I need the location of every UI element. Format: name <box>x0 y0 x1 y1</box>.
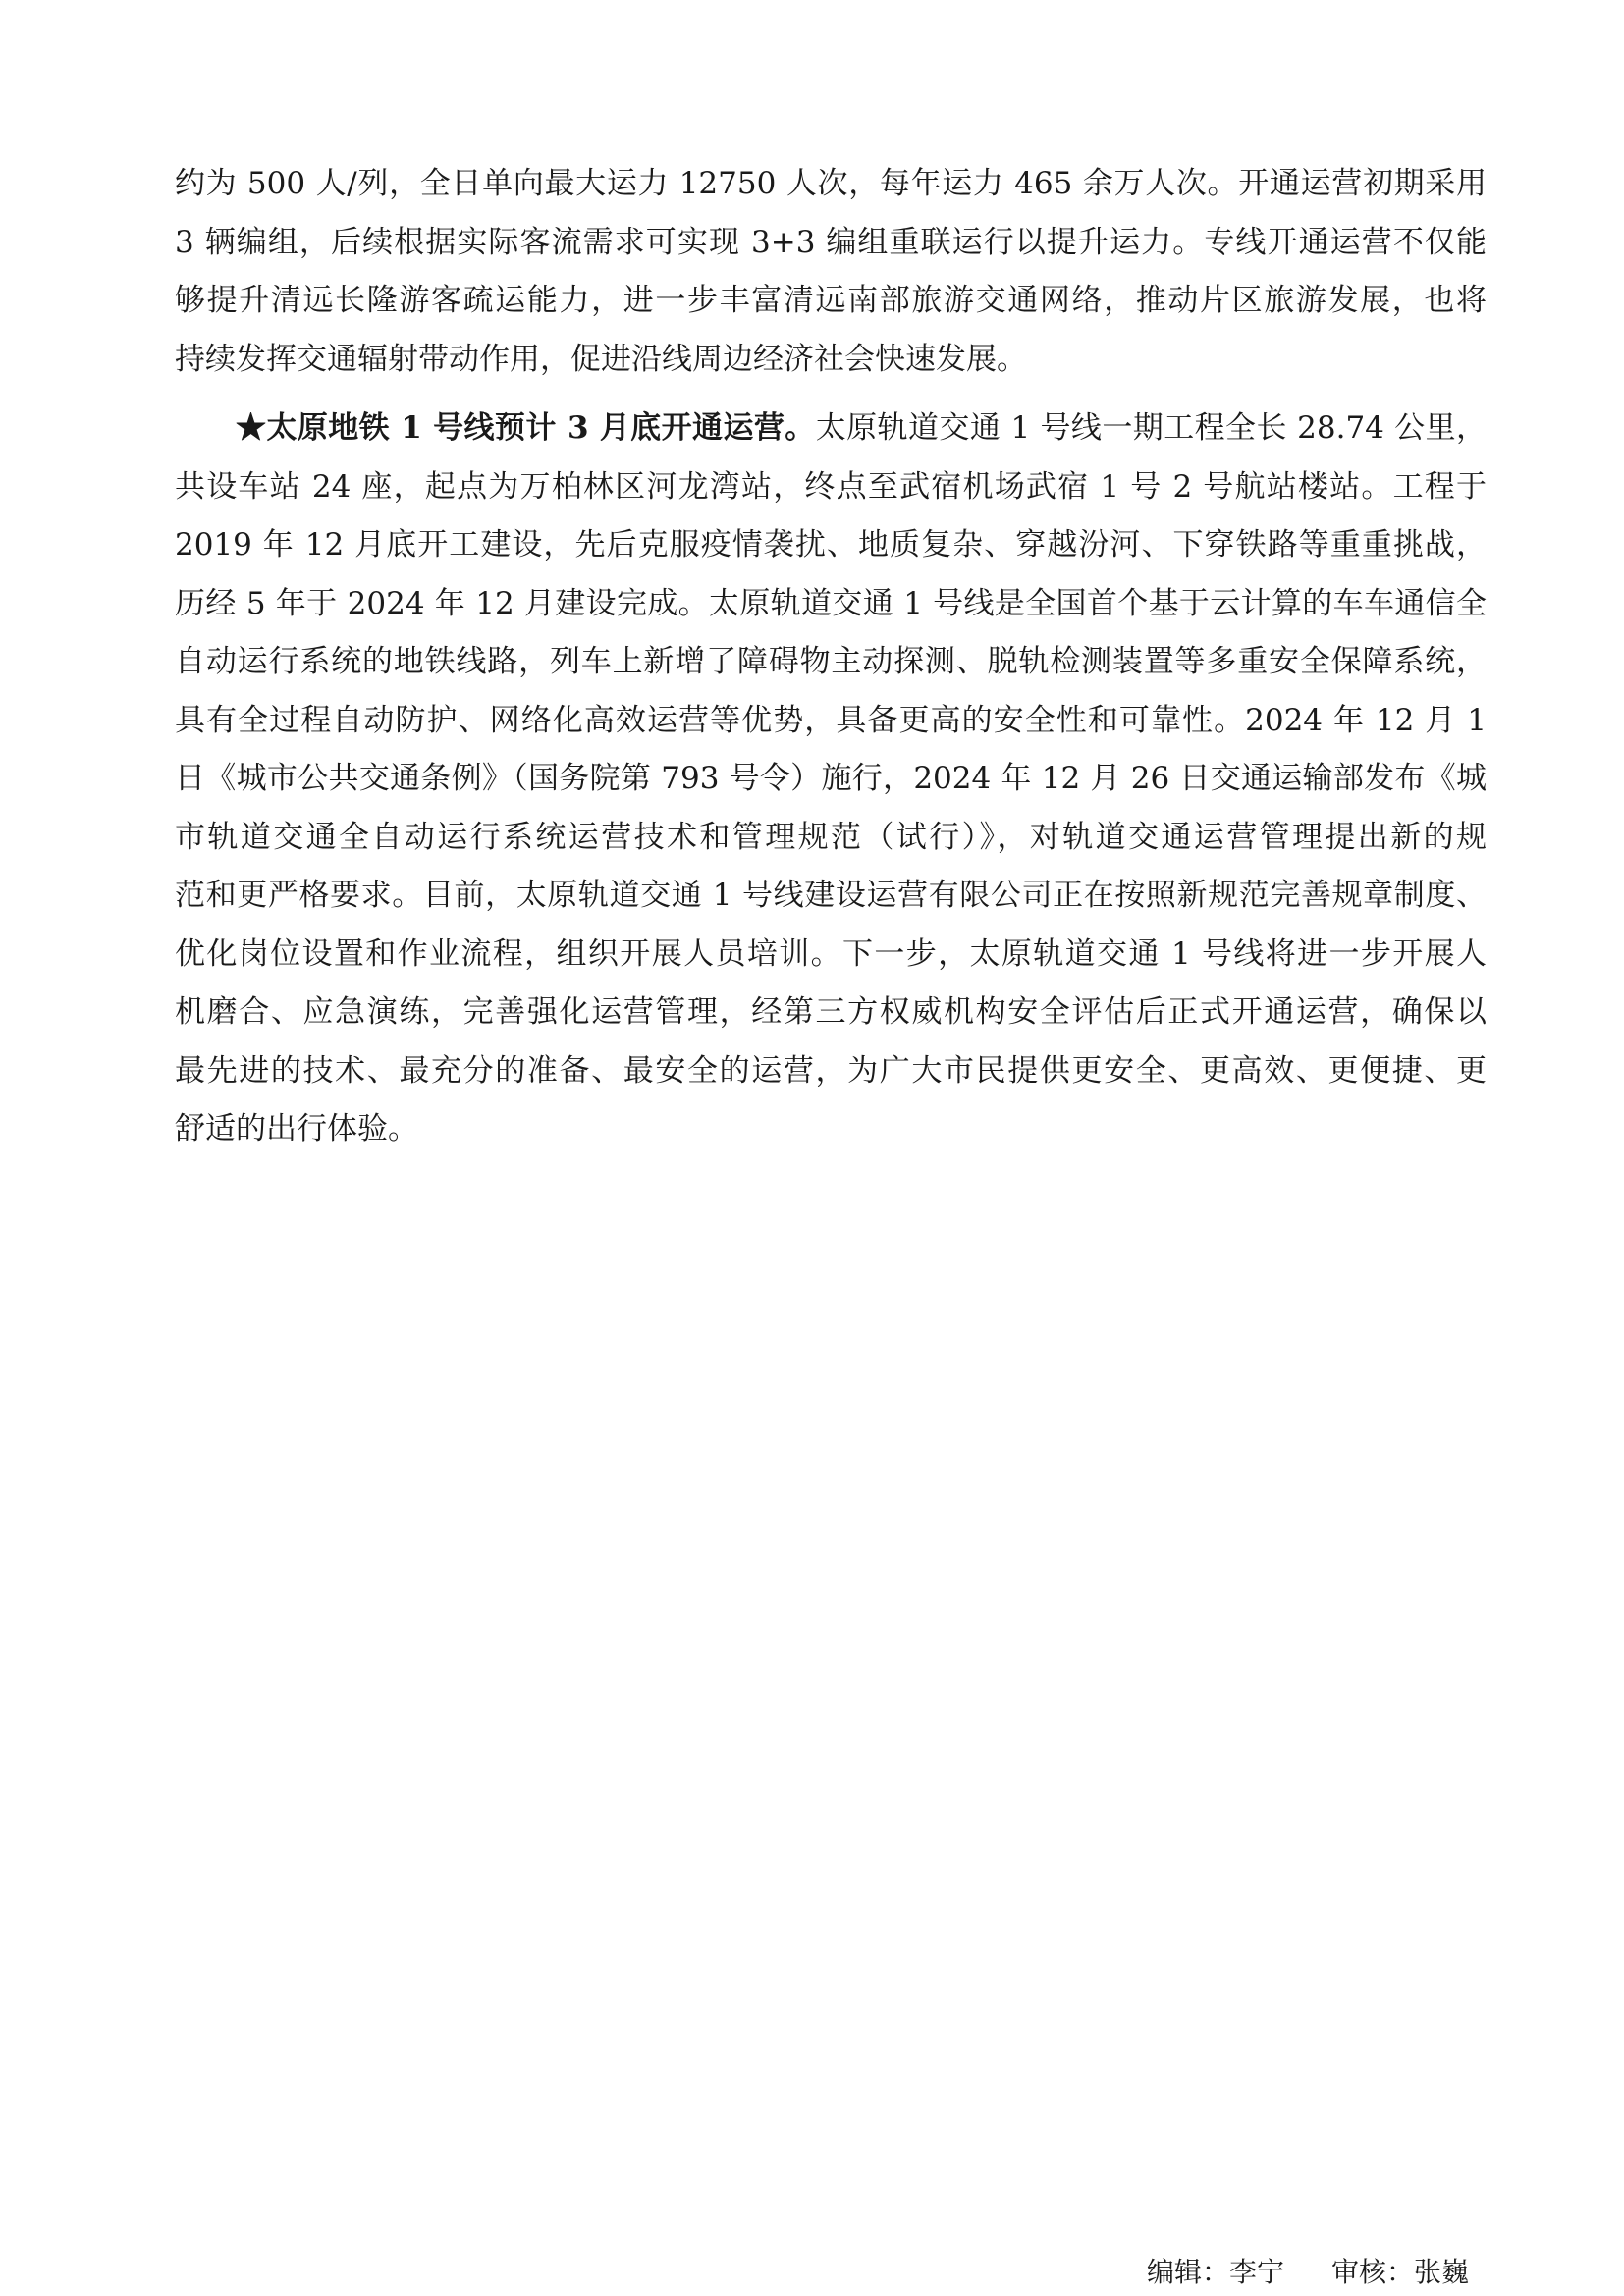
reviewer-credit: 审核：张巍 <box>1331 2256 1470 2288</box>
paragraph-line: 历经 5 年于 2024 年 12 月建设完成。太原轨道交通 1 号线是全国首个基于云计算的车车通信全 <box>175 585 1487 621</box>
paragraph-line: 自动运行系统的地铁线路，列车上新增了障碍物主动探测、脱轨检测装置等多重安全保障系统， <box>175 644 1487 679</box>
paragraph-line: 约为 500 人/列，全日单向最大运力 12750 人次，每年运力 465 余万人次。开通运营初期采用 <box>175 166 1487 201</box>
paragraph-line: 3 辆编组，后续根据实际客流需求可实现 3+3 编组重联运行以提升运力。专线开通运营不仅能 <box>175 224 1487 260</box>
headline-followup-text: 太原轨道交通 1 号线一期工程全长 28.74 公里， <box>815 410 1488 446</box>
paragraph-first-line <box>175 400 1487 458</box>
paragraph-line: 舒适的出行体验。 <box>175 1111 418 1147</box>
paragraph-line: 具有全过程自动防护、网络化高效运营等优势，具备更高的安全性和可靠性。2024 年 12 月 1 <box>175 702 1487 738</box>
editor-credit: 编辑：李宁 <box>1147 2256 1285 2288</box>
paragraph-line: 机磨合、应急演练，完善强化运营管理，经第三方权威机构安全评估后正式开通运营，确保以 <box>175 994 1487 1030</box>
editorial-credits <box>1147 2251 1469 2290</box>
paragraph-line: 持续发挥交通辐射带动作用，促进沿线周边经济社会快速发展。 <box>175 341 1027 377</box>
paragraph-line: 共设车站 24 座，起点为万柏林区河龙湾站，终点至武宿机场武宿 1 号 2 号航站楼站。工程于 <box>175 468 1487 505</box>
paragraph-line: 优化岗位设置和作业流程，组织开展人员培训。下一步，太原轨道交通 1 号线将进一步开展人 <box>175 935 1487 972</box>
document-body <box>175 155 1487 1159</box>
paragraph-line: 最先进的技术、最充分的准备、最安全的运营，为广大市民提供更安全、更高效、更便捷、更 <box>175 1052 1487 1089</box>
paragraph-taiyuan-metro <box>175 400 1487 1159</box>
paragraph-guangzhou-line <box>175 155 1487 389</box>
paragraph-line: 够提升清远长隆游客疏运能力，进一步丰富清远南部旅游交通网络，推动片区旅游发展，也将 <box>175 283 1487 318</box>
paragraph-line: 日《城市公共交通条例》（国务院第 793 号令）施行，2024 年 12 月 26 日交通运输部发布《城 <box>175 761 1487 796</box>
paragraph-line: 2019 年 12 月底开工建设，先后克服疫情袭扰、地质复杂、穿越汾河、下穿铁路等重重挑战， <box>175 527 1487 562</box>
paragraph-line: 范和更严格要求。目前，太原轨道交通 1 号线建设运营有限公司正在按照新规范完善规章制度、 <box>175 878 1487 913</box>
news-headline: ★太原地铁 1 号线预计 3 月底开通运营。 <box>236 410 816 446</box>
paragraph-line: 市轨道交通全自动运行系统运营技术和管理规范（试行）》，对轨道交通运营管理提出新的规 <box>175 819 1487 855</box>
